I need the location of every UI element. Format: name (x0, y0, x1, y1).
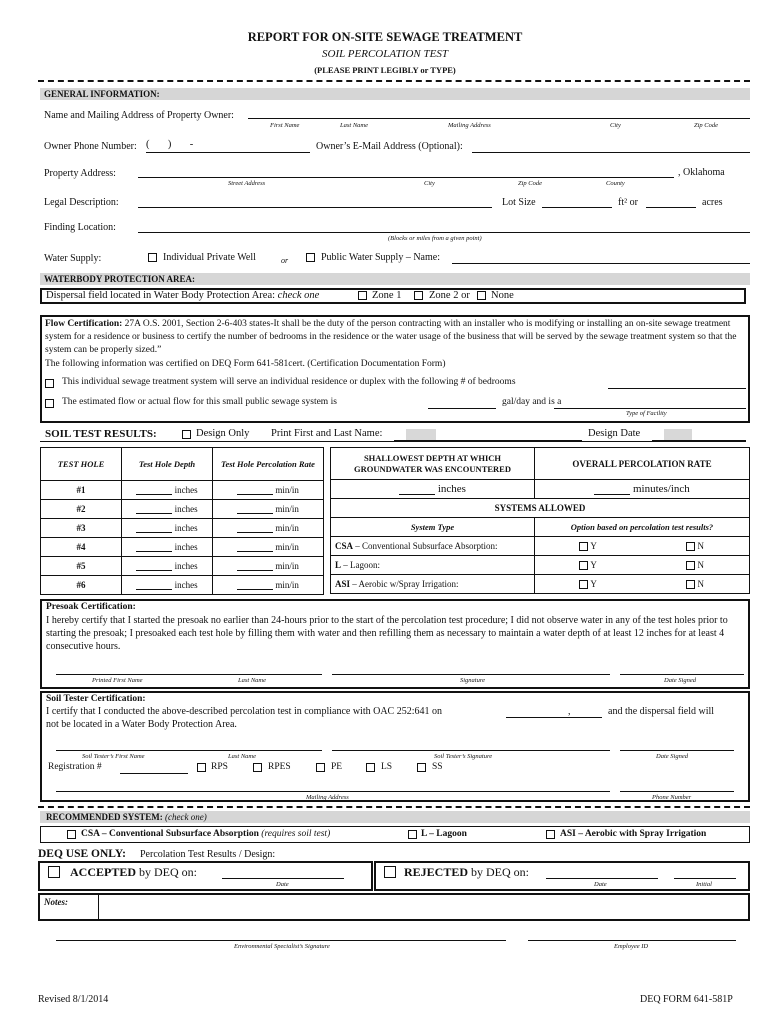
recommended-heading-row (46, 812, 207, 822)
zone2-label: Zone 2 or (429, 290, 470, 301)
tester-text3: not be located in a Water Body Protection Area. (46, 719, 237, 730)
tester-label: Soil Tester Certification: (46, 694, 146, 704)
top-dashed-divider (38, 80, 750, 82)
system-name: – Aerobic w/Spray Irrigation: (350, 579, 459, 589)
presoak-text: I hereby certify that I started the presoak no earlier than 24-hours prior to the start of the percolation test procedure; I did not observe water in any of the test holes prior to starting the presoak; I presoaked each test hole by filling them with water and then refilling them as necessary to maintain a water depth of at least 12 inches for at least 4 consecutive hours. (46, 615, 728, 652)
private-well-label: Individual Private Well (163, 252, 256, 263)
tester-date-field[interactable] (620, 750, 734, 751)
rejected-date-field[interactable] (546, 878, 658, 879)
soil-results-heading: SOIL TEST RESULTS: (45, 428, 157, 440)
hole-depth-cell[interactable] (122, 576, 213, 595)
no-option[interactable] (641, 575, 749, 594)
hole-label: #6 (41, 576, 122, 595)
form-title: REPORT FOR ON-SITE SEWAGE TREATMENT (247, 30, 523, 44)
col-percolation-rate: Test Hole Percolation Rate (213, 448, 324, 481)
lot-size-ft-field[interactable] (542, 207, 612, 208)
design-date-field[interactable] (652, 440, 746, 441)
caption-zip: Zip Code (694, 122, 719, 129)
yes-label: Y (590, 559, 597, 570)
shallowest-depth-heading: SHALLOWEST DEPTH AT WHICH GROUNDWATER WAS ENCOUNTERED (331, 448, 535, 480)
ss-checkbox[interactable] (417, 763, 426, 772)
tester-phone-field[interactable] (620, 791, 734, 792)
rejected-by-deq: by DEQ on: (468, 865, 530, 879)
ls-checkbox[interactable] (366, 763, 375, 772)
system-type-heading: System Type (331, 518, 535, 537)
bedrooms-checkbox[interactable] (45, 379, 54, 388)
overall-rate-cell[interactable] (535, 480, 750, 499)
public-water-label: Public Water Supply – Name: (321, 252, 440, 263)
col-test-hole: TEST HOLE (41, 448, 122, 481)
rec-asi-label: ASI – Aerobic with Spray Irrigation (560, 829, 707, 839)
waterbody-check-one: check one (277, 290, 320, 301)
owner-label: Name and Mailing Address of Property Owner: (44, 110, 234, 121)
owner-email-field[interactable] (472, 152, 750, 153)
rejected-label: REJECTED (404, 865, 469, 879)
system-name: – Conventional Subsurface Absorption: (353, 541, 498, 551)
hole-rate-cell[interactable] (213, 557, 324, 576)
minin-unit: min/in (275, 580, 299, 590)
hole-depth-cell[interactable] (122, 519, 213, 538)
tester-name-field[interactable] (56, 750, 322, 751)
notes-divider (98, 893, 99, 921)
caption-street-address: Street Address (228, 180, 266, 187)
hole-depth-cell[interactable] (122, 538, 213, 557)
waterbody-heading: WATERBODY PROTECTION AREA: (44, 274, 196, 284)
hole-label: #1 (41, 481, 122, 500)
accepted-text (70, 865, 197, 880)
no-label: N (697, 540, 705, 551)
caption-property-city: City (424, 180, 435, 187)
rejected-checkbox[interactable] (384, 866, 396, 878)
system-code: L (335, 560, 342, 570)
deq-heading: DEQ USE ONLY: (38, 848, 126, 860)
gal-day-label: gal/day and is a (502, 397, 562, 407)
none-checkbox[interactable] (477, 291, 486, 300)
private-well-checkbox[interactable] (148, 253, 157, 262)
zone1-checkbox[interactable] (358, 291, 367, 300)
flow-form-line: The following information was certified on DEQ Form 641-581cert. (Certification Documentation Form) (45, 359, 446, 369)
yes-option[interactable] (535, 556, 642, 575)
pe-checkbox[interactable] (316, 763, 325, 772)
caption-printed-first-name: Printed First Name (92, 677, 143, 684)
phone-label: Owner Phone Number: (44, 141, 137, 152)
public-water-name-field[interactable] (452, 263, 750, 264)
caption-employee-id: Employee ID (614, 943, 649, 950)
finding-location-label: Finding Location: (44, 222, 116, 233)
system-row-csa (331, 537, 535, 556)
hole-rate-cell[interactable] (213, 576, 324, 595)
hole-rate-cell[interactable] (213, 519, 324, 538)
flow-checkbox[interactable] (45, 399, 54, 408)
caption-property-zip: Zip Code (518, 180, 543, 187)
hole-rate-cell[interactable] (213, 500, 324, 519)
overall-unit: minutes/inch (632, 483, 690, 495)
caption-mailing-address: Mailing Address (448, 122, 491, 129)
shallow-unit: inches (437, 483, 466, 495)
rec-lagoon-label: L – Lagoon (421, 829, 467, 839)
inches-unit: inches (174, 580, 198, 590)
hole-label: #3 (41, 519, 122, 538)
bedrooms-label: This individual sewage treatment system will serve an individual residence or duplex with the following # of bedrooms (62, 377, 516, 387)
caption-phone-number: Phone Number (652, 794, 692, 801)
registration-label: Registration # (48, 762, 102, 772)
option-based-heading: Option based on percolation test results? (535, 518, 750, 537)
design-only-checkbox[interactable] (182, 430, 191, 439)
accepted-label: ACCEPTED (70, 865, 137, 879)
caption-county: County (606, 180, 625, 187)
notes-field[interactable] (100, 895, 746, 919)
no-option[interactable] (641, 537, 749, 556)
acres-label: acres (702, 197, 723, 208)
minin-unit: min/in (275, 523, 299, 533)
owner-name-address-field[interactable] (248, 118, 750, 119)
none-label: None (491, 290, 514, 301)
lot-size-label: Lot Size (502, 197, 536, 208)
rejected-initial-field[interactable] (674, 878, 736, 879)
caption-facility-type: Type of Facility (626, 410, 667, 417)
system-row-asi (331, 575, 535, 594)
system-row-lagoon (331, 556, 535, 575)
flow-cert-paragraph (45, 318, 745, 357)
waterbody-question: Dispersal field located in Water Body Protection Area: (46, 290, 276, 301)
hole-rate-cell[interactable] (213, 481, 324, 500)
yes-label: Y (590, 578, 597, 589)
minin-unit: min/in (275, 485, 299, 495)
property-address-label: Property Address: (44, 168, 116, 179)
caption-rejected-date: Date (594, 881, 607, 888)
hole-label: #2 (41, 500, 122, 519)
finding-location-field[interactable] (138, 232, 750, 233)
rpes-checkbox[interactable] (253, 763, 262, 772)
flow-cert-text: 27A O.S. 2001, Section 2-6-403 states-It shall be the duty of the person contracting with an installer who is modifying or installing an on-site sewage treatment system for a residence or business to certify the number of bedrooms in the residence or the water usage of the business that will be served by the sewage treatment system so that the system can be properly sized.” (45, 319, 737, 355)
caption-mailing-address-tester: Mailing Address (306, 794, 349, 801)
accepted-date-field[interactable] (222, 878, 344, 879)
tester-text1: I certify that I conducted the above-described percolation test in compliance with OAC 252:641 on (46, 706, 442, 717)
ls-label: LS (381, 762, 393, 772)
system-code: CSA (335, 541, 354, 551)
recommended-heading: RECOMMENDED SYSTEM: (46, 812, 163, 822)
presoak-label: Presoak Certification: (46, 602, 136, 612)
waterbody-text (46, 290, 319, 301)
print-instruction: (PLEASE PRINT LEGIBLY or TYPE) (314, 65, 456, 75)
water-or-label: or (281, 256, 289, 265)
inches-unit: inches (174, 542, 198, 552)
lot-size-acres-field[interactable] (646, 207, 696, 208)
revised-date: Revised 8/1/2014 (38, 994, 109, 1005)
rps-label: RPS (211, 762, 228, 772)
rec-csa-checkbox[interactable] (67, 830, 76, 839)
hole-depth-cell[interactable] (122, 557, 213, 576)
yes-option[interactable] (535, 537, 642, 556)
caption-tester-last-name: Last Name (228, 753, 256, 760)
inches-unit: inches (174, 523, 198, 533)
owner-phone-field[interactable] (146, 152, 310, 153)
zone2-checkbox[interactable] (414, 291, 423, 300)
property-address-field[interactable] (138, 177, 674, 178)
design-only-label: Design Only (196, 428, 250, 439)
presoak-date-field[interactable] (620, 674, 744, 675)
phone-format: ( ) - (146, 139, 194, 150)
ft-label: ft² or (618, 197, 638, 208)
registration-field[interactable] (120, 773, 188, 774)
rec-csa-text: CSA – Conventional Subsurface Absorption (81, 829, 259, 839)
yes-label: Y (590, 540, 597, 551)
tester-text2: and the dispersal field will (608, 706, 715, 717)
caption-last-name: Last Name (340, 122, 368, 129)
hole-rate-cell[interactable] (213, 538, 324, 557)
caption-specialist-signature: Environmental Specialist’s Signature (234, 943, 330, 950)
rejected-text (404, 865, 529, 880)
tester-signature-field[interactable] (332, 750, 610, 751)
inches-unit: inches (174, 485, 198, 495)
shallowest-depth-cell[interactable] (331, 480, 535, 499)
no-option[interactable] (641, 556, 749, 575)
form-subtitle: SOIL PERCOLATION TEST (322, 48, 448, 60)
inches-unit: inches (174, 561, 198, 571)
caption-finding-location: (Blocks or miles from a given point) (388, 235, 482, 242)
pe-label: PE (331, 762, 343, 772)
recommended-check-one: (check one) (165, 812, 207, 822)
general-info-heading: GENERAL INFORMATION: (44, 89, 160, 99)
rec-asi-checkbox[interactable] (546, 830, 555, 839)
deq-results-label: Percolation Test Results / Design: (140, 849, 276, 860)
zone1-label: Zone 1 (372, 290, 402, 301)
facility-type-field[interactable] (554, 408, 746, 409)
specialist-signature-field[interactable] (56, 940, 506, 941)
bedrooms-field[interactable] (608, 388, 746, 389)
rec-csa-label (81, 829, 330, 839)
property-state: , Oklahoma (678, 167, 725, 178)
ss-label: SS (432, 762, 443, 772)
caption-accepted-date: Date (276, 881, 289, 888)
print-name-label: Print First and Last Name: (271, 428, 383, 439)
form-number: DEQ FORM 641-581P (640, 994, 733, 1005)
caption-city: City (610, 122, 621, 129)
hole-depth-cell[interactable] (122, 481, 213, 500)
overall-rate-heading: OVERALL PERCOLATION RATE (535, 448, 750, 480)
rec-lagoon-checkbox[interactable] (408, 830, 417, 839)
notes-label: Notes: (44, 897, 68, 907)
print-name-shade (406, 429, 436, 440)
caption-initial: Initial (696, 881, 712, 888)
design-date-shade (664, 429, 692, 440)
caption-tester-date: Date Signed (656, 753, 688, 760)
caption-presoak-last-name: Last Name (238, 677, 266, 684)
col-test-hole-depth: Test Hole Depth (122, 448, 213, 481)
employee-id-field[interactable] (528, 940, 736, 941)
rps-checkbox[interactable] (197, 763, 206, 772)
system-name: – Lagoon: (341, 560, 381, 570)
inches-unit: inches (174, 504, 198, 514)
yes-option[interactable] (535, 575, 642, 594)
designer-name-field[interactable] (394, 440, 582, 441)
systems-allowed-heading: SYSTEMS ALLOWED (331, 499, 750, 518)
tester-comma: , (568, 706, 571, 717)
minin-unit: min/in (275, 504, 299, 514)
hole-depth-cell[interactable] (122, 500, 213, 519)
flow-cert-label: Flow Certification: (45, 319, 123, 329)
no-label: N (697, 559, 705, 570)
legal-description-field[interactable] (138, 207, 492, 208)
caption-tester-first-name: Soil Tester’s First Name (82, 753, 145, 760)
hole-label: #5 (41, 557, 122, 576)
tester-mailing-field[interactable] (56, 791, 610, 792)
legal-description-label: Legal Description: (44, 197, 119, 208)
rec-csa-note: (requires soil test) (261, 829, 331, 839)
mid-dashed-divider (38, 806, 750, 808)
test-hole-table (40, 447, 324, 595)
public-water-checkbox[interactable] (306, 253, 315, 262)
accepted-by-deq: by DEQ on: (136, 865, 198, 879)
caption-presoak-signature: Signature (460, 677, 486, 684)
rpes-label: RPES (268, 762, 291, 772)
flow-gal-field[interactable] (428, 408, 496, 409)
email-label: Owner’s E-Mail Address (Optional): (316, 141, 463, 152)
hole-label: #4 (41, 538, 122, 557)
no-label: N (697, 578, 705, 589)
minin-unit: min/in (275, 561, 299, 571)
water-supply-label: Water Supply: (44, 253, 102, 264)
flow-label: The estimated flow or actual flow for this small public sewage system is (62, 397, 337, 407)
caption-presoak-date: Date Signed (664, 677, 696, 684)
accepted-checkbox[interactable] (48, 866, 60, 878)
soil-results-underline (40, 441, 746, 442)
presoak-name-field[interactable] (56, 674, 322, 675)
test-date-field[interactable] (506, 717, 602, 718)
presoak-signature-field[interactable] (332, 674, 610, 675)
caption-tester-signature: Soil Tester’s Signature (434, 753, 493, 760)
caption-first-name: First Name (270, 122, 300, 129)
design-date-label: Design Date (588, 428, 641, 439)
system-code: ASI (335, 579, 351, 589)
systems-table (330, 447, 750, 594)
minin-unit: min/in (275, 542, 299, 552)
